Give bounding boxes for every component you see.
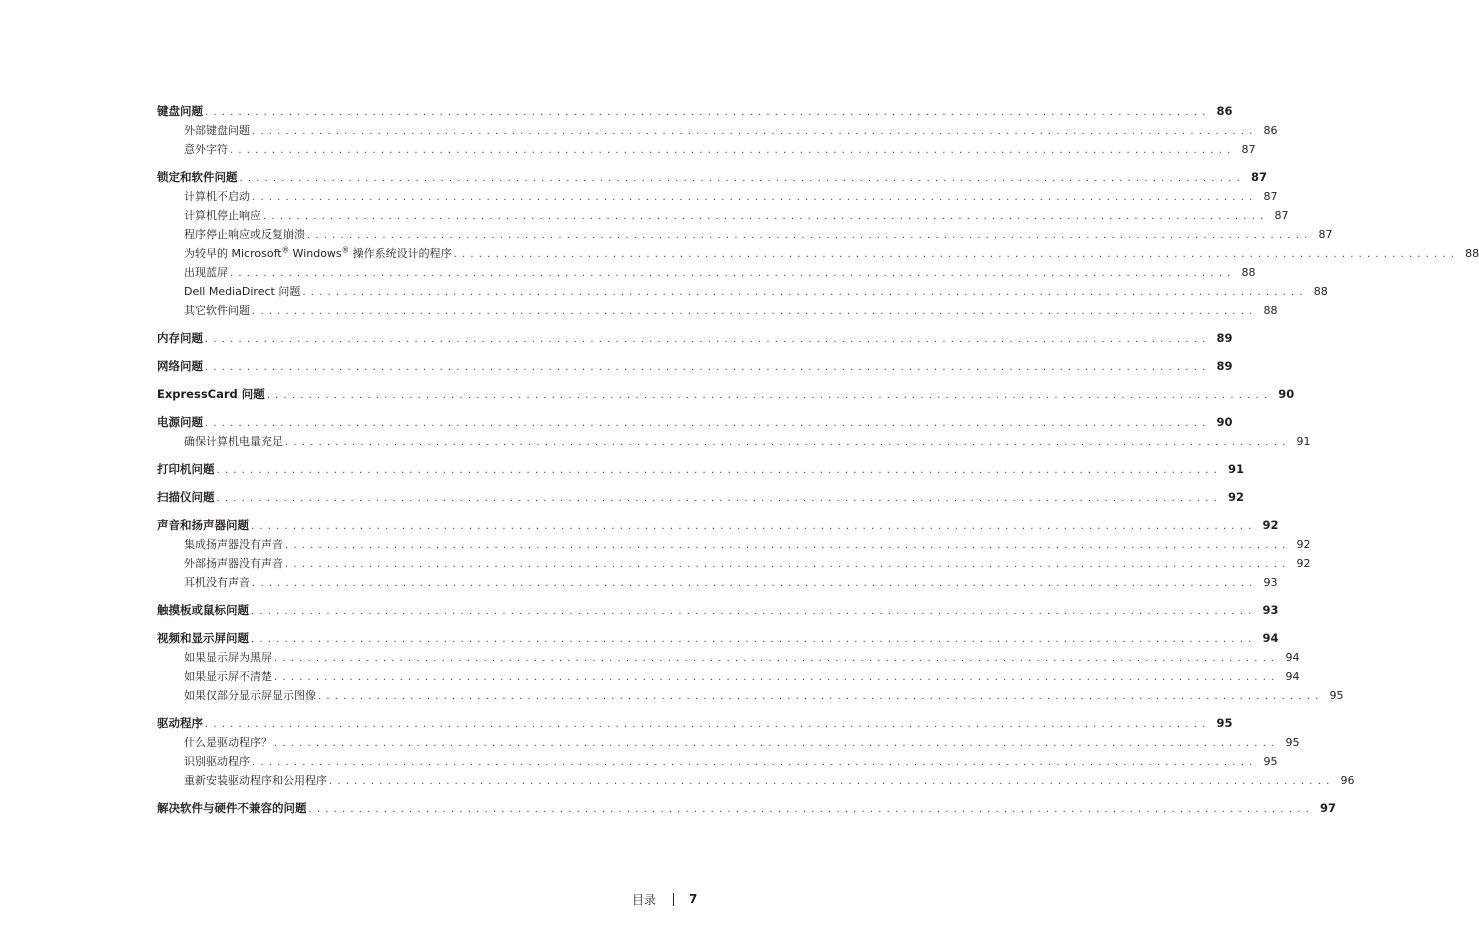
toc-section-entry[interactable] <box>157 357 1233 376</box>
dot-leader: ........................................................................................................................ <box>252 578 1258 589</box>
toc-entry-title: 声音和扬声器问题 <box>157 518 249 532</box>
toc-entry-title: 外部键盘问题 <box>184 124 250 137</box>
toc-entry-page-number: 90 <box>1278 387 1295 401</box>
dot-leader: ........................................................................................................................ <box>252 126 1258 137</box>
dot-leader: ........................................................................................................................ <box>251 521 1257 532</box>
toc-entry-title: 打印机问题 <box>157 462 215 476</box>
toc-entry-title: 视频和显示屏问题 <box>157 631 249 645</box>
toc-entry-title: 解决软件与硬件不兼容的问题 <box>157 801 307 815</box>
toc-entry-page-number: 87 <box>1250 170 1267 184</box>
toc-entry-title: 网络问题 <box>157 359 203 373</box>
toc-subsection-entry[interactable] <box>157 301 1278 320</box>
toc-subsection-entry[interactable] <box>157 187 1278 206</box>
toc-entry-page-number: 88 <box>1313 285 1328 298</box>
toc-entry-title: 键盘问题 <box>157 104 203 118</box>
toc-entry-page-number: 93 <box>1263 576 1278 589</box>
toc-entry-title: 为较早的 Microsoft® Windows® 操作系统设计的程序 <box>184 245 452 260</box>
toc-entry-title: 外部扬声器没有声音 <box>184 557 283 570</box>
toc-entry-page-number: 95 <box>1216 716 1233 730</box>
dot-leader: ........................................................................................................................ <box>307 230 1313 241</box>
toc-entry-title: 扫描仪问题 <box>157 490 215 504</box>
toc-entry-title: 计算机不启动 <box>184 190 250 203</box>
toc-section-entry[interactable] <box>157 460 1244 479</box>
toc-entry-page-number: 94 <box>1262 631 1279 645</box>
toc-entry-page-number: 92 <box>1296 538 1311 551</box>
page-footer <box>632 889 697 909</box>
toc-entry-title: 其它软件问题 <box>184 304 250 317</box>
dot-leader: ........................................................................................................................ <box>263 211 1269 222</box>
toc-subsection-entry[interactable] <box>157 263 1256 282</box>
toc-entry-title: 意外字符 <box>184 143 228 156</box>
toc-entry-title: 内存问题 <box>157 331 203 345</box>
toc-entry-page-number: 88 <box>1465 247 1479 260</box>
toc-subsection-entry[interactable] <box>157 554 1311 573</box>
dot-leader: ........................................................................................................................ <box>285 540 1291 551</box>
toc-section-entry[interactable] <box>157 413 1233 432</box>
toc-entry-page-number: 93 <box>1262 603 1279 617</box>
toc-subsection-entry[interactable] <box>157 648 1300 667</box>
toc-entry-title: 驱动程序 <box>157 716 203 730</box>
dot-leader: ........................................................................................................................ <box>205 107 1211 118</box>
toc-entry-title: 如果显示屏为黑屏 <box>184 651 272 664</box>
toc-entry-page-number: 88 <box>1263 304 1278 317</box>
toc-entry-page-number: 95 <box>1329 689 1344 702</box>
toc-subsection-entry[interactable] <box>157 225 1333 244</box>
toc-entry-page-number: 89 <box>1216 331 1233 345</box>
dot-leader: ........................................................................................................................ <box>252 192 1258 203</box>
dot-leader: ........................................................................................................................ <box>205 334 1211 345</box>
toc-entry-title: ExpressCard 问题 <box>157 387 265 401</box>
table-of-contents <box>157 102 1479 818</box>
toc-entry-title: 耳机没有声音 <box>184 576 250 589</box>
toc-entry-title: 识别驱动程序 <box>184 755 250 768</box>
dot-leader: ........................................................................................................................ <box>274 653 1280 664</box>
toc-section-entry[interactable] <box>157 488 1244 507</box>
dot-leader: ........................................................................................................................ <box>251 634 1257 645</box>
toc-entry-page-number: 91 <box>1296 435 1311 448</box>
toc-subsection-entry[interactable] <box>157 282 1328 301</box>
dot-leader: ........................................................................................................................ <box>205 418 1211 429</box>
toc-subsection-entry[interactable] <box>157 771 1355 790</box>
toc-section-entry[interactable] <box>157 102 1233 121</box>
toc-subsection-entry[interactable] <box>157 667 1300 686</box>
toc-subsection-entry[interactable] <box>157 140 1256 159</box>
toc-entry-page-number: 88 <box>1241 266 1256 279</box>
toc-subsection-entry[interactable] <box>157 206 1289 225</box>
toc-entry-title: 锁定和软件问题 <box>157 170 238 184</box>
toc-entry-page-number: 97 <box>1319 801 1336 815</box>
footer-divider <box>673 893 674 906</box>
toc-entry-title: 程序停止响应或反复崩溃 <box>184 228 305 241</box>
dot-leader: ........................................................................................................................ <box>318 691 1324 702</box>
toc-section-entry[interactable] <box>157 168 1267 187</box>
dot-leader: ........................................................................................................................ <box>329 776 1335 787</box>
toc-subsection-entry[interactable] <box>157 573 1278 592</box>
toc-entry-page-number: 87 <box>1318 228 1333 241</box>
toc-subsection-entry[interactable] <box>157 535 1311 554</box>
toc-entry-title: 触摸板或鼠标问题 <box>157 603 249 617</box>
toc-section-entry[interactable] <box>157 714 1233 733</box>
toc-section-entry[interactable] <box>157 799 1336 818</box>
toc-section-entry[interactable] <box>157 385 1295 404</box>
toc-entry-page-number: 92 <box>1227 490 1244 504</box>
toc-subsection-entry[interactable] <box>157 686 1344 705</box>
toc-entry-page-number: 87 <box>1241 143 1256 156</box>
dot-leader: ........................................................................................................................ <box>252 757 1258 768</box>
dot-leader: ........................................................................................................................ <box>252 306 1258 317</box>
dot-leader: ........................................................................................................................ <box>302 287 1308 298</box>
toc-section-entry[interactable] <box>157 601 1279 620</box>
footer-section-label: 目录 <box>632 892 657 907</box>
dot-leader: ........................................................................................................................ <box>216 465 1222 476</box>
dot-leader: ........................................................................................................................ <box>453 249 1460 260</box>
dot-leader: ........................................................................................................................ <box>274 672 1280 683</box>
dot-leader: ........................................................................................................................ <box>274 738 1280 749</box>
dot-leader: ........................................................................................................................ <box>285 437 1291 448</box>
toc-section-entry[interactable] <box>157 629 1279 648</box>
toc-entry-page-number: 95 <box>1263 755 1278 768</box>
toc-entry-page-number: 95 <box>1285 736 1300 749</box>
toc-entry-title: 集成扬声器没有声音 <box>184 538 283 551</box>
toc-entry-title: 重新安装驱动程序和公用程序 <box>184 774 327 787</box>
dot-leader: ........................................................................................................................ <box>205 719 1211 730</box>
toc-subsection-entry[interactable] <box>157 733 1300 752</box>
dot-leader: ........................................................................................................................ <box>285 559 1291 570</box>
toc-entry-page-number: 96 <box>1340 774 1355 787</box>
toc-entry-title: 计算机停止响应 <box>184 209 261 222</box>
toc-entry-page-number: 86 <box>1216 104 1233 118</box>
toc-entry-title: 如果显示屏不清楚 <box>184 670 272 683</box>
dot-leader: ........................................................................................................................ <box>266 390 1273 401</box>
toc-entry-title: 电源问题 <box>157 415 203 429</box>
toc-entry-title: 确保计算机电量充足 <box>184 435 283 448</box>
dot-leader: ........................................................................................................................ <box>239 173 1245 184</box>
toc-entry-title: 如果仅部分显示屏显示图像 <box>184 689 316 702</box>
dot-leader: ........................................................................................................................ <box>251 606 1257 617</box>
toc-entry-title: 什么是驱动程序？ <box>184 736 272 749</box>
toc-entry-page-number: 94 <box>1285 651 1300 664</box>
dot-leader: ........................................................................................................................ <box>216 493 1222 504</box>
toc-entry-title: Dell MediaDirect 问题 <box>184 285 301 298</box>
toc-section-entry[interactable] <box>157 329 1233 348</box>
toc-entry-page-number: 94 <box>1285 670 1300 683</box>
toc-section-entry[interactable] <box>157 516 1279 535</box>
toc-entry-page-number: 86 <box>1263 124 1278 137</box>
registered-mark: ® <box>341 245 350 255</box>
toc-entry-page-number: 87 <box>1274 209 1289 222</box>
toc-entry-page-number: 92 <box>1296 557 1311 570</box>
dot-leader: ........................................................................................................................ <box>230 145 1236 156</box>
toc-entry-page-number: 92 <box>1262 518 1279 532</box>
toc-subsection-entry[interactable] <box>157 752 1278 771</box>
toc-subsection-entry[interactable] <box>157 432 1311 451</box>
toc-entry-page-number: 90 <box>1216 415 1233 429</box>
dot-leader: ........................................................................................................................ <box>205 362 1211 373</box>
footer-page-number: 7 <box>689 892 698 906</box>
toc-entry-page-number: 89 <box>1216 359 1233 373</box>
dot-leader: ........................................................................................................................ <box>230 268 1236 279</box>
toc-entry-page-number: 91 <box>1227 462 1244 476</box>
toc-subsection-entry[interactable] <box>157 244 1479 263</box>
toc-subsection-entry[interactable] <box>157 121 1278 140</box>
dot-leader: ........................................................................................................................ <box>308 804 1314 815</box>
registered-mark: ® <box>281 245 290 255</box>
toc-entry-page-number: 87 <box>1263 190 1278 203</box>
toc-entry-title: 出现蓝屏 <box>184 266 228 279</box>
